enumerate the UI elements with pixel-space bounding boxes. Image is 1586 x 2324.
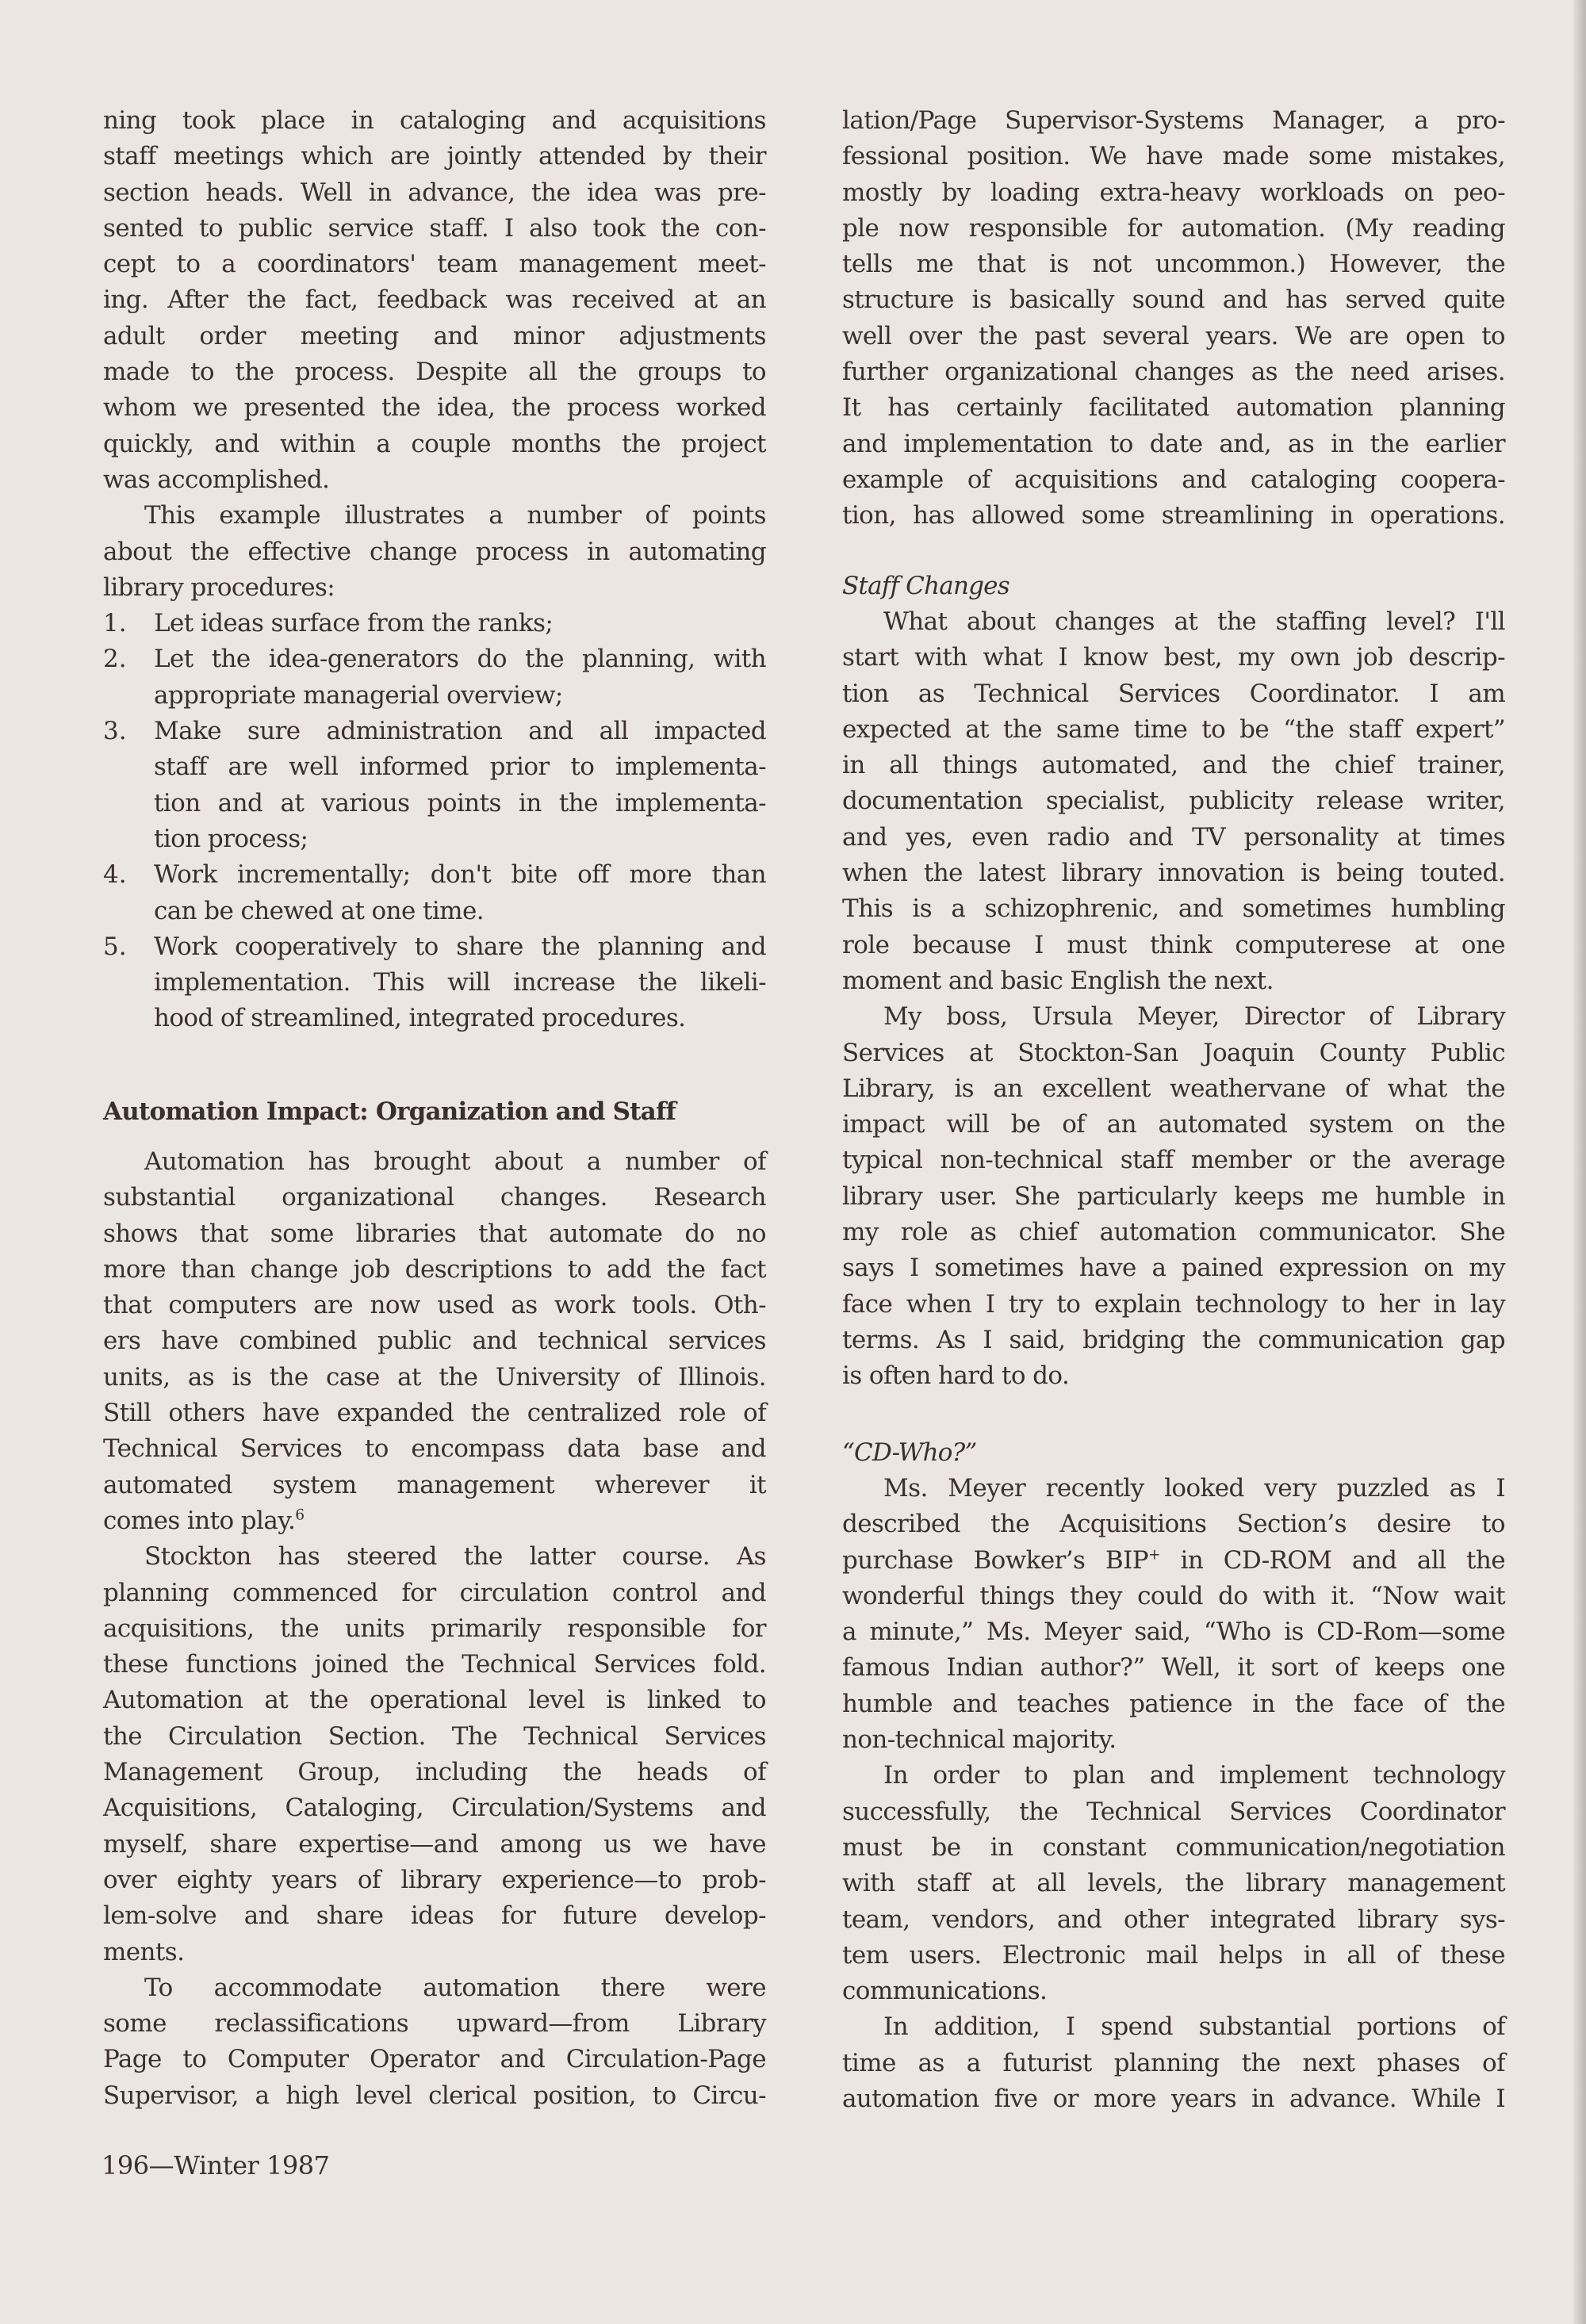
- text-line: time as a futurist planning the next phases of: [842, 2048, 1505, 2077]
- text-line: team, vendors, and other integrated library sys-: [842, 1905, 1505, 1934]
- text-line: must be in constant communication/negotiation: [842, 1832, 1505, 1862]
- text-line: library procedures:: [103, 572, 335, 602]
- text-line: role because I must think computerese at one: [842, 930, 1505, 959]
- text-line: about the effective change process in automating: [103, 537, 766, 566]
- text-line: ments.: [103, 1937, 185, 1966]
- text-line: In order to plan and implement technology: [883, 1761, 1505, 1790]
- text-line: Automation has brought about a number of: [144, 1147, 766, 1176]
- text-line: that computers are now used as work tools. Oth-: [103, 1291, 766, 1320]
- text-line: section heads. Well in advance, the idea was pre-: [103, 178, 766, 207]
- text-line: tion, has allowed some streamlining in operations.: [842, 501, 1505, 530]
- text-line: more than change job descriptions to add the fact: [103, 1254, 766, 1284]
- text-line: these functions joined the Technical Services fold.: [103, 1650, 766, 1679]
- footnote-marker: 6: [295, 1507, 305, 1524]
- text-line: staff are well informed prior to implementa-: [154, 752, 766, 782]
- list-item-2: [103, 641, 766, 714]
- text-line: Work cooperatively to share the planning and: [154, 932, 766, 961]
- text-line: substantial organizational changes. Research: [103, 1183, 766, 1212]
- text-line: automation five or more years in advance. While I: [842, 2085, 1505, 2114]
- text-line: ing. After the fact, feedback was received at an: [103, 285, 766, 315]
- text-line: appropriate managerial overview;: [154, 680, 563, 710]
- text-line: can be chewed at one time.: [154, 896, 484, 925]
- text-line: well over the past several years. We are open to: [842, 321, 1505, 350]
- text-line: non-technical majority.: [842, 1725, 1117, 1755]
- text-line: in all things automated, and the chief trainer,: [842, 751, 1505, 780]
- list-number: 3.: [103, 717, 127, 746]
- text-line: ple now responsible for automation. (My reading: [842, 213, 1505, 243]
- text-line: lation/Page Supervisor-Systems Manager, a pro-: [842, 106, 1505, 135]
- page-footer: 196—Winter 1987: [102, 2150, 330, 2180]
- text-line: Technical Services to encompass data base and: [103, 1434, 766, 1464]
- text-line: described the Acquisitions Section’s desire to: [842, 1510, 1505, 1539]
- paragraph-reclassification-continued: [842, 103, 1505, 534]
- text-line: tells me that is not uncommon.) However, the: [842, 250, 1505, 279]
- text-line: fessional position. We have made some mistakes,: [842, 142, 1505, 171]
- list-number: 2.: [103, 645, 127, 674]
- text-line: and implementation to date and, as in the earlier: [842, 429, 1505, 458]
- text-line: expected at the same time to be “the staff expert”: [842, 714, 1505, 744]
- text-line: Ms. Meyer recently looked very puzzled as I: [883, 1474, 1505, 1503]
- text-line: units, as is the case at the University of Illinois.: [103, 1362, 766, 1392]
- text-line: acquisitions, the units primarily responsible for: [103, 1614, 766, 1643]
- text-line: sented to public service staff. I also took the con-: [103, 213, 766, 243]
- text-line: hood of streamlined, integrated procedures.: [154, 1004, 686, 1033]
- text-line: cept to a coordinators' team management meet-: [103, 250, 766, 279]
- text-line: planning commenced for circulation control and: [103, 1578, 766, 1607]
- text-line: It has certainly facilitated automation planning: [842, 393, 1505, 423]
- text-line: mostly by loading extra-heavy workloads on peo-: [842, 178, 1505, 207]
- superscript-plus: +: [1148, 1546, 1160, 1564]
- paragraph-planning-continued: [103, 103, 766, 1037]
- text-line: Work incrementally; don't bite off more than: [154, 860, 766, 890]
- text-line: Library, is an excellent weathervane of what the: [842, 1074, 1505, 1103]
- text-line: is often hard to do.: [842, 1361, 1070, 1391]
- text-line: Make sure administration and all impacted: [154, 717, 766, 746]
- text-line: structure is basically sound and has served quite: [842, 285, 1505, 315]
- text-line: library user. She particularly keeps me humble in: [842, 1181, 1505, 1211]
- subheading-cd-who: “CD-Who?”: [842, 1438, 977, 1467]
- text-line: humble and teaches patience in the face of the: [842, 1689, 1505, 1718]
- list-item-1: [103, 606, 766, 641]
- text-line: Management Group, including the heads of: [103, 1758, 766, 1787]
- text-line: Supervisor, a high level clerical position, to Circu-: [103, 2081, 766, 2110]
- text-line: and yes, even radio and TV personality at times: [842, 822, 1505, 852]
- text-line: lem-solve and share ideas for future develop-: [103, 1901, 766, 1931]
- list-item-4: [103, 857, 766, 929]
- text-line: quickly, and within a couple months the project: [103, 429, 766, 458]
- text-line: automated system management wherever it: [103, 1470, 766, 1499]
- text-line: says I sometimes have a pained expression on my: [842, 1254, 1505, 1283]
- text-line: with staff at all levels, the library management: [842, 1869, 1505, 1898]
- text-line: Automation at the operational level is linked to: [103, 1686, 766, 1715]
- text-line: a minute,” Ms. Meyer said, “Who is CD-Rom—some: [842, 1618, 1505, 1647]
- text-line: shows that some libraries that automate do no: [103, 1219, 766, 1248]
- list-number: 4.: [103, 860, 127, 890]
- text-line: tion as Technical Services Coordinator. I am: [842, 679, 1505, 708]
- text-line: typical non-technical staff member or the average: [842, 1146, 1505, 1175]
- text-line: successfully, the Technical Services Coordinator: [842, 1797, 1505, 1826]
- text-line: was accomplished.: [103, 465, 330, 494]
- text-line: tem users. Electronic mail helps in all of these: [842, 1940, 1505, 1970]
- paragraph-staff-changes: [842, 604, 1505, 1395]
- text-span: in CD-ROM and all the: [1159, 1545, 1505, 1575]
- list-number: 5.: [103, 932, 127, 961]
- text-line: impact will be of an automated system on the: [842, 1110, 1505, 1139]
- text-line: Page to Computer Operator and Circulation-Page: [103, 2045, 766, 2074]
- text-line: example of acquisitions and cataloging coopera-: [842, 465, 1505, 494]
- text-line: whom we presented the idea, the process worked: [103, 393, 766, 423]
- text-line: myself, share expertise—and among us we have: [103, 1829, 766, 1859]
- text-line: moment and basic English the next.: [842, 966, 1274, 995]
- text-line: Still others have expanded the centralized role of: [103, 1399, 766, 1428]
- text-line: What about changes at the staffing level? I'll: [883, 607, 1505, 636]
- text-line: start with what I know best, my own job descrip-: [842, 643, 1505, 672]
- text-line: implementation. This will increase the likeli-: [154, 968, 766, 997]
- list-number: 1.: [103, 609, 127, 638]
- text-line: wonderful things they could do with it. “Now wait: [842, 1581, 1505, 1610]
- text-line: some reclassifications upward—from Library: [103, 2009, 766, 2039]
- text-line: ning took place in cataloging and acquisitions: [103, 106, 766, 135]
- text-line: [842, 1543, 1505, 1579]
- text-line: over eighty years of library experience—to prob-: [103, 1865, 766, 1894]
- text-line: To accommodate automation there were: [144, 1973, 766, 2002]
- page-edge-shadow: [1573, 0, 1586, 2324]
- text-line: Stockton has steered the latter course. As: [144, 1542, 766, 1572]
- text-line: tion process;: [154, 824, 308, 853]
- text-line: terms. As I said, bridging the communication gap: [842, 1325, 1505, 1354]
- text-line: when the latest library innovation is being touted.: [842, 859, 1505, 888]
- text-line: my role as chief automation communicator. She: [842, 1218, 1505, 1247]
- text-span: comes into play.: [103, 1506, 296, 1535]
- text-line: further organizational changes as the need arises.: [842, 358, 1505, 387]
- text-line: face when I try to explain technology to her in lay: [842, 1289, 1505, 1319]
- text-line: communications.: [842, 1977, 1048, 2006]
- text-line: This example illustrates a number of points: [144, 501, 766, 530]
- text-line: My boss, Ursula Meyer, Director of Library: [883, 1002, 1505, 1032]
- text-line: Let ideas surface from the ranks;: [154, 609, 554, 638]
- text-line: In addition, I spend substantial portions of: [883, 2012, 1505, 2042]
- list-item-5: [103, 929, 766, 1037]
- subheading-staff-changes: Staff Changes: [842, 572, 1009, 600]
- text-line: Let the idea-generators do the planning, with: [154, 645, 766, 674]
- paragraph-cd-who: [842, 1471, 1505, 2117]
- text-line: documentation specialist, publicity release writer,: [842, 787, 1505, 816]
- text-line: the Circulation Section. The Technical Services: [103, 1721, 766, 1751]
- text-span: purchase Bowker’s BIP: [842, 1545, 1148, 1575]
- text-line: adult order meeting and minor adjustments: [103, 321, 766, 350]
- list-item-3: [103, 714, 766, 857]
- paragraph-automation-impact: [103, 1144, 766, 2114]
- text-line: tion and at various points in the implementa-: [154, 788, 766, 817]
- text-line: ers have combined public and technical services: [103, 1327, 766, 1356]
- text-line: [103, 1503, 766, 1539]
- section-heading: Automation Impact: Organization and Staff: [103, 1097, 676, 1126]
- text-line: Acquisitions, Cataloging, Circulation/Systems and: [103, 1794, 766, 1823]
- text-line: made to the process. Despite all the groups to: [103, 358, 766, 387]
- text-line: Services at Stockton-San Joaquin County Public: [842, 1038, 1505, 1067]
- text-line: staff meetings which are jointly attended by their: [103, 142, 766, 171]
- text-line: This is a schizophrenic, and sometimes humbling: [842, 894, 1505, 924]
- text-line: famous Indian author?” Well, it sort of keeps one: [842, 1653, 1505, 1683]
